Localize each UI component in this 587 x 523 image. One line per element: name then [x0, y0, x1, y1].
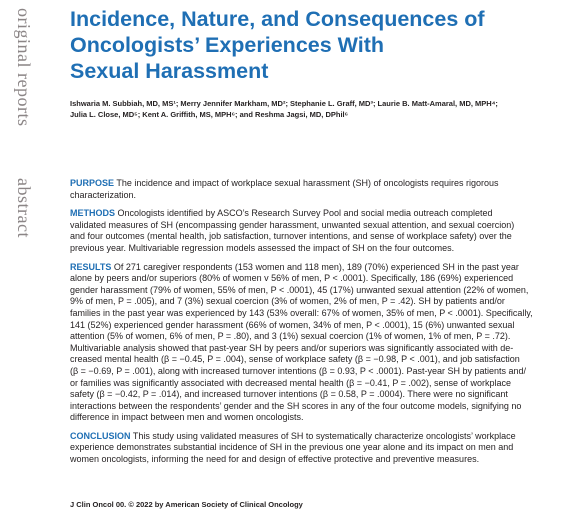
results-line: [70, 401, 578, 413]
results-line: [70, 273, 578, 285]
conclusion-text: women oncologists, informing the need for and design of effective protective and preventive measures.: [70, 454, 480, 465]
results-line: [70, 389, 578, 401]
conclusion-text: experience demonstrates substantial incidence of SH in the previous one year alone and its impact on men and: [70, 442, 514, 453]
article-title: [70, 6, 575, 84]
title-line: Sexual Harassment: [70, 59, 269, 83]
results-text: alone by peers and/or superiors (80% of women v 56% of men, P < .0001). Specifically, 186 (69%) experienced: [70, 273, 514, 284]
methods-text: previous year. Multivariable regression models assessed the impact of SH on the four outcomes.: [70, 242, 455, 253]
conclusion-text: This study using validated measures of SH to systematically characterize oncologists’ workplace: [132, 430, 516, 441]
results-text: creased mental health (β = −0.45, P = .004), sense of workplace safety (β = −0.98, P < .001), and job satisfaction: [70, 354, 520, 365]
purpose-line: [70, 178, 578, 190]
results-text: (β = −0.69, P = .001), along with increased turnover intentions (β = 0.93, P < .0001). Past-year SH by patients and/: [70, 365, 527, 376]
results-line: [70, 331, 578, 343]
methods-text: validated measures of SH (encompassing gender harassment, unwanted sexual attention, and sexual coercion): [70, 219, 515, 230]
results-text: Of 271 caregiver respondents (153 women and 118 men), 189 (70%) experienced SH in the past year: [113, 261, 519, 272]
results-text: families in the past year was experienced by 143 (53% overall: 67% of women, 35% of men, P < .0001). Specifically,: [70, 307, 533, 318]
results-text: safety (β = −0.42, P = .014), and increased turnover intentions (β = 0.58, P = .0004). There were no significant: [70, 389, 508, 400]
results-text: gender harassment (79% of women, 55% of men, P < .0001), 45 (17%) unwanted sexual attention (22% of women,: [70, 284, 529, 295]
results-line: [70, 354, 578, 366]
citation-footer: J Clin Oncol 00. © 2022 by American Society of Clinical Oncology: [70, 500, 303, 509]
methods-text: and four outcomes (mental health, job satisfaction, turnover intentions, and sense of workplace safety) over the: [70, 231, 512, 242]
title-line: Oncologists’ Experiences With: [70, 33, 385, 57]
conclusion-line: [70, 431, 578, 443]
purpose-section: [70, 178, 578, 201]
conclusion-section: [70, 431, 578, 466]
results-line: [70, 308, 578, 320]
author-line: Julia L. Close, MD⁵; Kent A. Griffith, MS, MPH⁶; and Reshma Jagsi, MD, DPhil⁶: [70, 110, 349, 119]
results-line: [70, 366, 578, 378]
results-text: difference in impact between men and women oncologists.: [70, 412, 304, 423]
title-line: Incidence, Nature, and Consequences of: [70, 7, 485, 31]
purpose-text: The incidence and impact of workplace sexual harassment (SH) of oncologists requires rigorous: [116, 178, 499, 188]
results-line: [70, 343, 578, 355]
results-line: [70, 412, 578, 424]
methods-heading: METHODS: [70, 208, 115, 219]
results-line: [70, 285, 578, 297]
section-label-original-reports: original reports: [14, 8, 34, 127]
purpose-line: [70, 190, 578, 202]
methods-line: [70, 220, 578, 232]
results-text: Multivariable analysis showed that past-year SH by peers and/or superiors was significantly associated with de-: [70, 342, 514, 353]
results-line: [70, 320, 578, 332]
results-text: attention (5% of women, 6% of men, P = .80), and 3 (1%) sexual coercion (1% of women, 1% of men, P = .72).: [70, 331, 511, 342]
section-label-abstract: abstract: [14, 178, 34, 238]
methods-line: [70, 208, 578, 220]
methods-line: [70, 243, 578, 255]
results-text: 141 (52%) experienced gender harassment (66% of women, 34% of men, P < .0001), 15 (6%) unwanted sexual: [70, 319, 515, 330]
conclusion-line: [70, 442, 578, 454]
author-line: Ishwaria M. Subbiah, MD, MS¹; Merry Jennifer Markham, MD²; Stephanie L. Graff, MD³; Laurie B. Matt-Amaral, MD, MPH⁴;: [70, 99, 498, 108]
author-list: [70, 98, 578, 120]
results-line: [70, 378, 578, 390]
results-heading: RESULTS: [70, 261, 112, 272]
conclusion-line: [70, 454, 578, 466]
results-line: [70, 262, 578, 274]
results-text: interactions between the respondents’ gender and the SH scores in any of the four outcome models, signifying no: [70, 400, 522, 411]
results-line: [70, 296, 578, 308]
methods-text: Oncologists identified by ASCO’s Research Survey Pool and social media outreach completed: [117, 208, 493, 219]
conclusion-heading: CONCLUSION: [70, 430, 131, 441]
results-section: [70, 262, 578, 424]
methods-section: [70, 208, 578, 254]
results-text: or families was significantly associated with decreased mental health (β = −0.41, P = .002), sense of workplace: [70, 377, 511, 388]
results-text: 9% of men, P = .005), and 7 (3%) sexual coercion (3% of women, 2% of men, P = .42). SH by patients and/or: [70, 296, 505, 307]
methods-line: [70, 231, 578, 243]
purpose-text: characterization.: [70, 189, 137, 200]
abstract-body: [70, 178, 578, 473]
purpose-heading: PURPOSE: [70, 178, 115, 188]
